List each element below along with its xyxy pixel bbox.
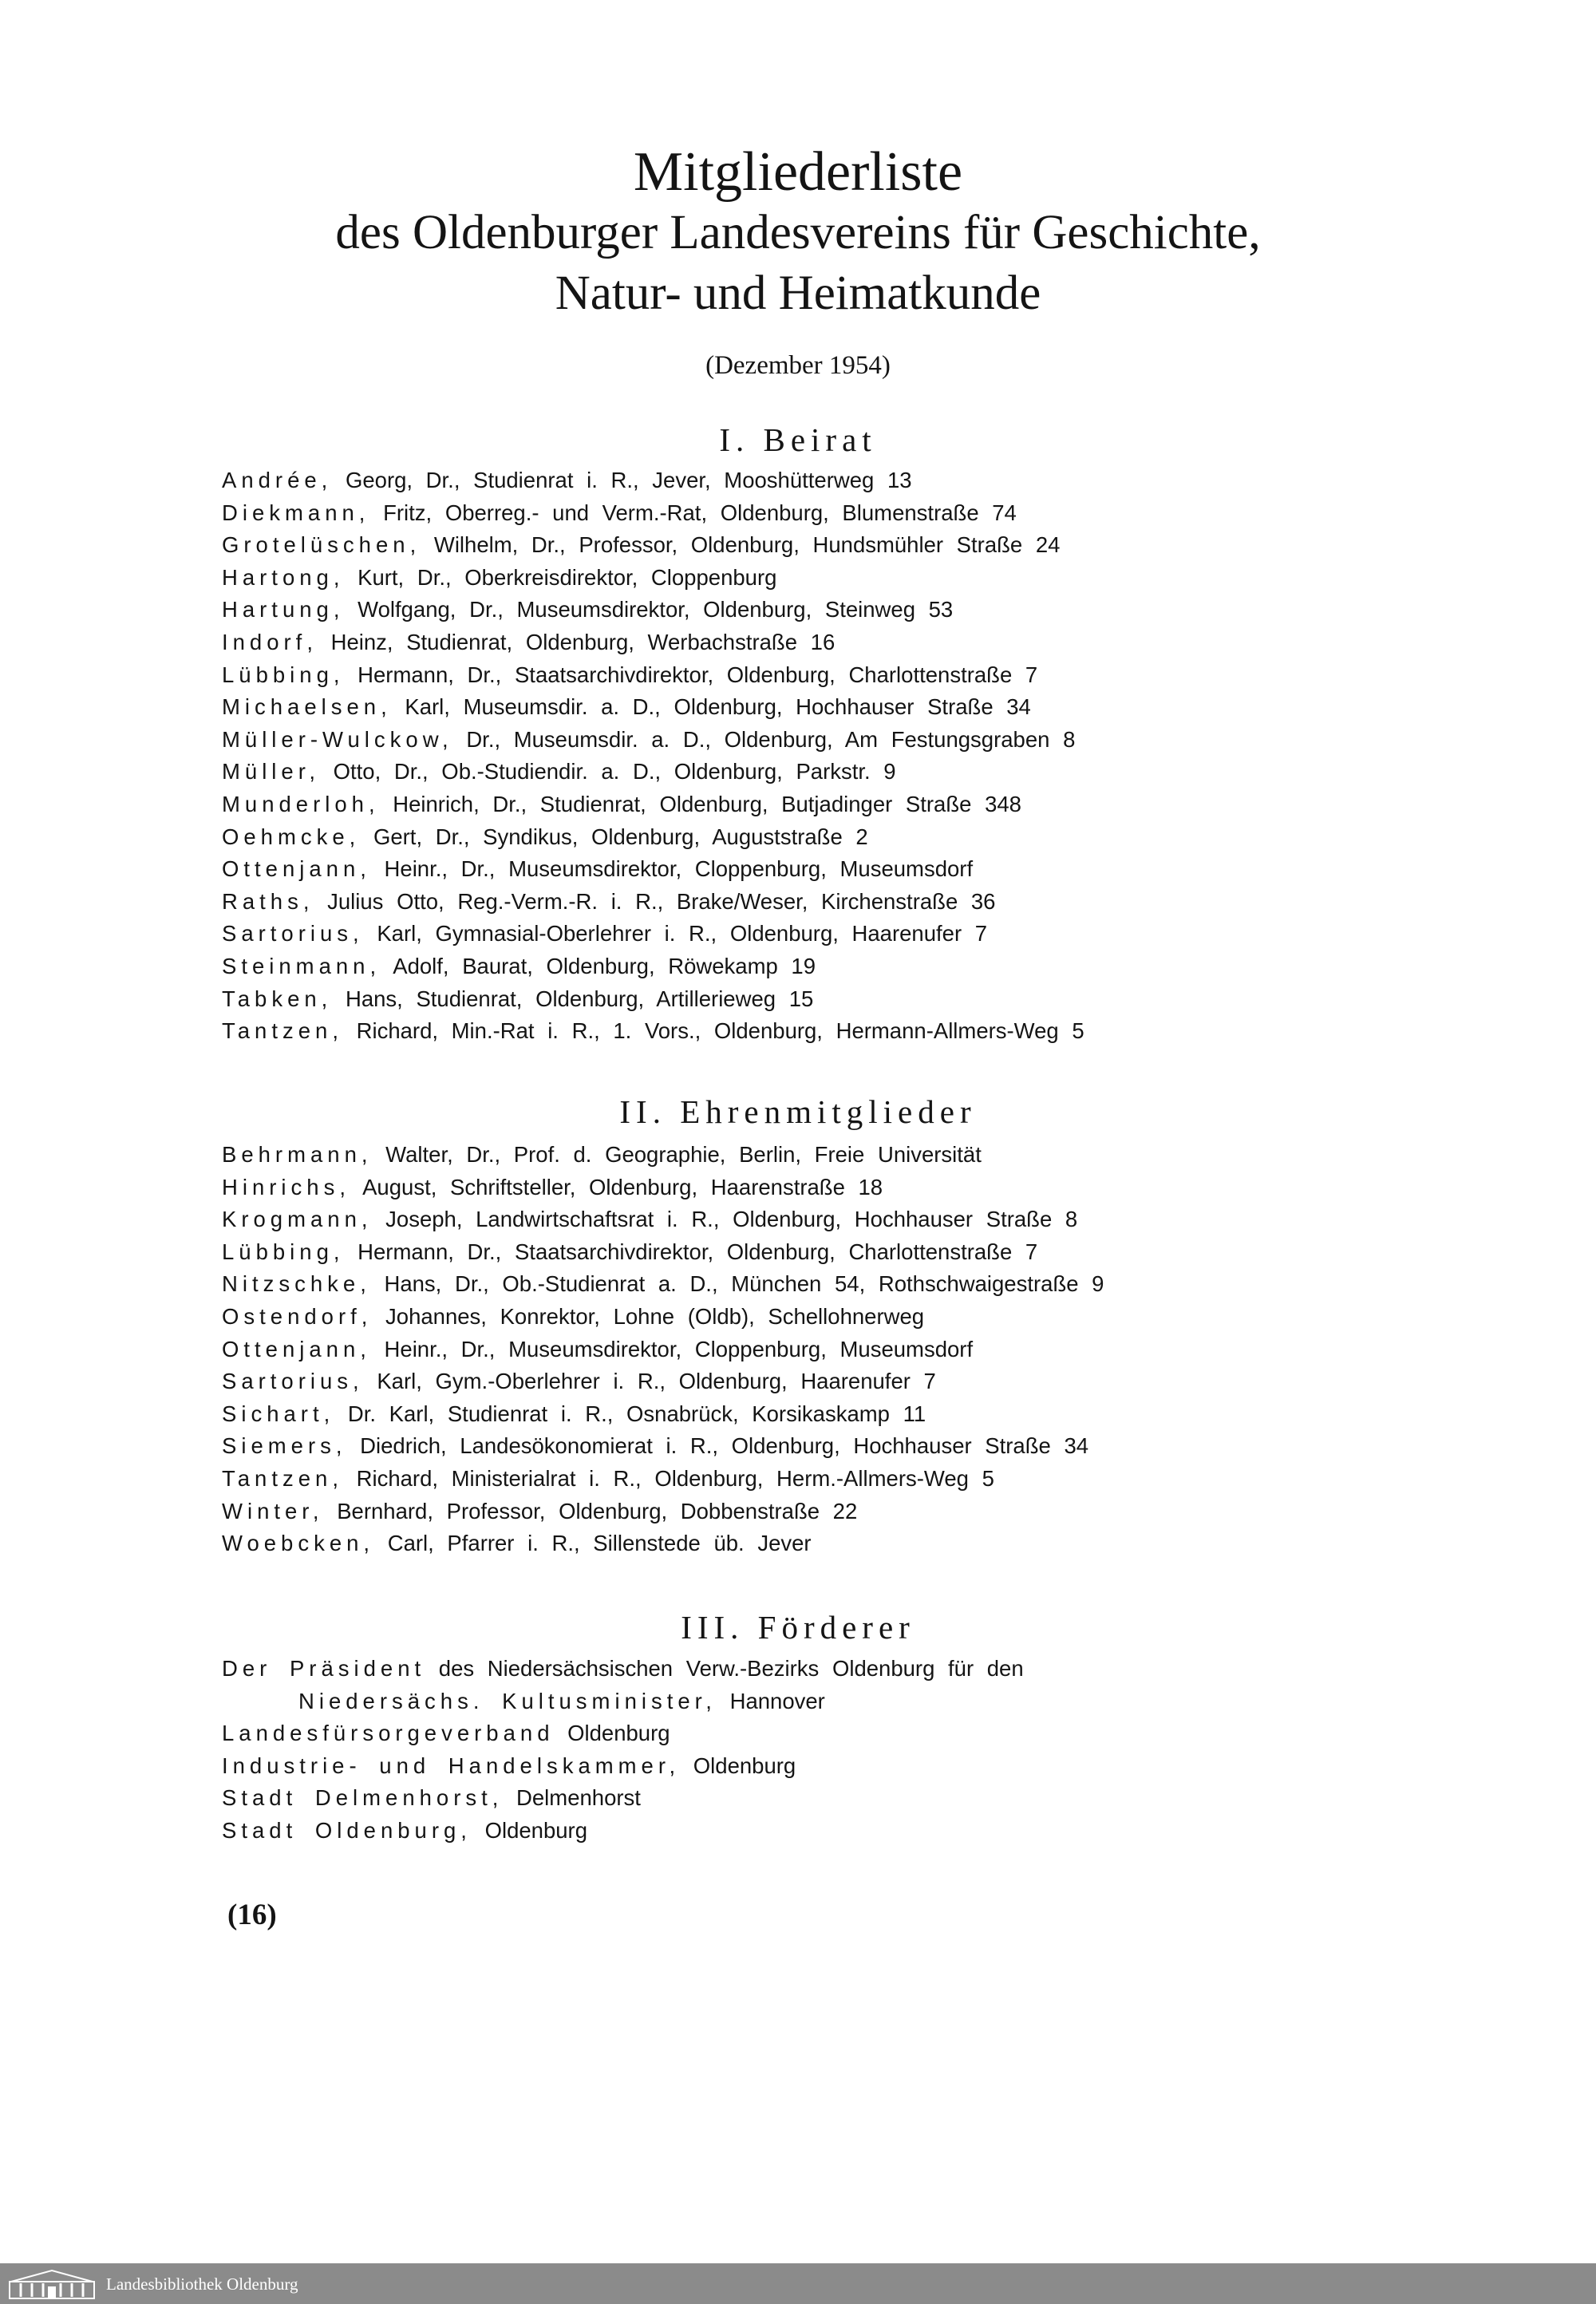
list-item <box>222 1430 1104 1463</box>
entry-details: Hermann, Dr., Staatsarchivdirektor, Oldenburg, Charlottenstraße 7 <box>358 662 1038 687</box>
list-item <box>222 1496 1104 1528</box>
entry-name: Stadt Delmenhorst, <box>222 1785 504 1811</box>
entry-name: Der Präsident <box>222 1656 426 1681</box>
entry-name: Grotelüschen, <box>222 532 421 558</box>
entry-details: Otto, Dr., Ob.-Studiendir. a. D., Oldenburg, Parkstr. 9 <box>333 759 896 784</box>
entry-details: Bernhard, Professor, Oldenburg, Dobbenstraße 22 <box>337 1498 858 1523</box>
list-item <box>222 1015 1084 1048</box>
entry-details: Richard, Min.-Rat i. R., 1. Vors., Oldenburg, Hermann-Allmers-Weg 5 <box>356 1018 1084 1044</box>
entry-name: Siemers, <box>222 1433 347 1459</box>
entry-name: Krogmann, <box>222 1207 373 1232</box>
entry-name: Ottenjann, <box>222 1336 371 1361</box>
entry-name: Tantzen, <box>222 1465 343 1491</box>
entry-details: Wilhelm, Dr., Professor, Oldenburg, Hundsmühler Straße 24 <box>433 532 1061 558</box>
entry-name: Müller, <box>222 759 320 784</box>
entry-details: Hannover <box>729 1688 825 1713</box>
list-item <box>222 1398 1104 1431</box>
entry-details: Georg, Dr., Studienrat i. R., Jever, Mooshütterweg 13 <box>345 468 912 492</box>
entry-details: Walter, Dr., Prof. d. Geographie, Berlin, Freie Universität <box>385 1142 982 1167</box>
subtitle-line-1: des Oldenburger Landesvereins für Geschichte, <box>335 206 1261 259</box>
entry-details: Wolfgang, Dr., Museumsdirektor, Oldenburg, Steinweg 53 <box>358 597 954 622</box>
entry-details: Karl, Museumsdir. a. D., Oldenburg, Hochhauser Straße 34 <box>405 694 1031 720</box>
list-item <box>222 918 1084 950</box>
entry-name: Diekmann, <box>222 500 370 525</box>
list-item <box>222 724 1084 757</box>
list-item <box>222 1268 1104 1301</box>
entry-details: Oldenburg <box>484 1817 587 1843</box>
entry-name: Nitzschke, <box>222 1271 371 1297</box>
entry-details: des Niedersächsischen Verw.-Bezirks Oldenburg für den <box>438 1656 1024 1681</box>
title-block <box>0 142 1596 381</box>
entry-name: Sartorius, <box>222 1369 364 1394</box>
section-heading-foerderer: III. Förderer <box>681 1609 915 1646</box>
list-item <box>222 594 1084 626</box>
page-title: Mitgliederliste <box>633 141 963 203</box>
entry-name: Hartong, <box>222 564 345 590</box>
list-item <box>222 756 1084 788</box>
list-item <box>222 626 1084 659</box>
entry-name: Behrmann, <box>222 1142 373 1167</box>
list-item <box>222 1815 1024 1848</box>
entry-details: Dr. Karl, Studienrat i. R., Osnabrück, Korsikaskamp 11 <box>347 1401 926 1426</box>
list-item <box>222 562 1084 595</box>
entry-details: Hans, Studienrat, Oldenburg, Artillerieweg 15 <box>345 986 814 1011</box>
entry-name: Müller-Wulckow, <box>222 726 453 752</box>
entry-details: Heinrich, Dr., Studienrat, Oldenburg, Butjadinger Straße 348 <box>393 791 1021 816</box>
entry-details: Carl, Pfarrer i. R., Sillenstede üb. Jever <box>387 1531 812 1556</box>
entry-name: Sartorius, <box>222 921 364 946</box>
entry-name: Andrée, <box>222 468 333 492</box>
entry-details: Gert, Dr., Syndikus, Oldenburg, Auguststraße 2 <box>373 824 868 849</box>
entry-name: Raths, <box>222 888 314 914</box>
entry-details: Fritz, Oberreg.- und Verm.-Rat, Oldenburg, Blumenstraße 74 <box>383 500 1017 525</box>
page-number: (16) <box>227 1899 277 1931</box>
list-item <box>222 497 1084 530</box>
entry-name: Hartung, <box>222 597 345 622</box>
list-item <box>222 1527 1104 1560</box>
list-item <box>222 1686 1024 1718</box>
entry-details: Karl, Gymnasial-Oberlehrer i. R., Oldenburg, Haarenufer 7 <box>377 921 988 946</box>
entry-name: Tabken, <box>222 986 333 1011</box>
entry-details: Oldenburg <box>567 1721 670 1746</box>
list-item <box>222 1301 1104 1334</box>
list-item <box>222 1334 1104 1366</box>
footer-library-name: Landesbibliothek Oldenburg <box>106 2274 298 2294</box>
entry-name: Ostendorf, <box>222 1303 373 1329</box>
entry-name: Tantzen, <box>222 1018 343 1044</box>
list-item <box>222 1717 1024 1750</box>
library-building-icon <box>8 2268 96 2300</box>
list-item <box>222 1782 1024 1815</box>
footer-bar <box>0 2263 1596 2304</box>
entry-name: Niedersächs. Kultusminister, <box>298 1688 717 1713</box>
section-heading-beirat: I. Beirat <box>719 421 877 458</box>
entry-details: Hans, Dr., Ob.-Studienrat a. D., München 54, Rothschwaigestraße 9 <box>384 1271 1104 1297</box>
date-line: (Dezember 1954) <box>705 351 891 380</box>
entry-name: Industrie- und Handelskammer, <box>222 1753 681 1778</box>
entry-name: Landesfürsorgeverband <box>222 1721 555 1746</box>
list-item <box>222 821 1084 854</box>
list-item <box>222 1463 1104 1496</box>
entry-details: Joseph, Landwirtschaftsrat i. R., Oldenburg, Hochhauser Straße 8 <box>385 1207 1078 1232</box>
entry-details: August, Schriftsteller, Oldenburg, Haarenstraße 18 <box>362 1174 883 1199</box>
entry-name: Steinmann, <box>222 953 381 978</box>
entry-details: Heinr., Dr., Museumsdirektor, Cloppenburg, Museumsdorf <box>384 1336 974 1361</box>
entry-name: Winter, <box>222 1498 324 1523</box>
list-item <box>222 886 1084 919</box>
entry-details: Richard, Ministerialrat i. R., Oldenburg, Herm.-Allmers-Weg 5 <box>356 1465 994 1491</box>
entry-name: Indorf, <box>222 629 318 654</box>
entry-name: Hinrichs, <box>222 1174 350 1199</box>
entry-details: Kurt, Dr., Oberkreisdirektor, Cloppenburg <box>358 564 777 590</box>
section-heading-ehrenmitglieder: II. Ehrenmitglieder <box>619 1093 977 1130</box>
list-item <box>222 464 1084 497</box>
list-item <box>222 1653 1024 1686</box>
member-list-ehrenmitglieder <box>222 1139 1104 1560</box>
entry-name: Woebcken, <box>222 1531 375 1556</box>
member-list-beirat <box>222 464 1084 1048</box>
list-item <box>222 983 1084 1016</box>
entry-name: Stadt Oldenburg, <box>222 1817 472 1843</box>
entry-details: Adolf, Baurat, Oldenburg, Röwekamp 19 <box>393 953 816 978</box>
entry-name: Lübbing, <box>222 662 345 687</box>
list-item <box>222 1750 1024 1783</box>
entry-name: Oehmcke, <box>222 824 361 849</box>
entry-details: Oldenburg <box>693 1753 796 1778</box>
entry-name: Lübbing, <box>222 1239 345 1264</box>
entry-details: Julius Otto, Reg.-Verm.-R. i. R., Brake/Weser, Kirchenstraße 36 <box>327 888 996 914</box>
entry-details: Dr., Museumsdir. a. D., Oldenburg, Am Festungsgraben 8 <box>466 726 1076 752</box>
entry-name: Ottenjann, <box>222 856 371 882</box>
list-item <box>222 1172 1104 1204</box>
list-item <box>222 788 1084 821</box>
member-list-foerderer <box>222 1653 1024 1848</box>
list-item <box>222 1236 1104 1269</box>
entry-name: Michaelsen, <box>222 694 392 720</box>
list-item <box>222 529 1084 562</box>
entry-name: Munderloh, <box>222 791 380 816</box>
entry-details: Diedrich, Landesökonomierat i. R., Oldenburg, Hochhauser Straße 34 <box>360 1433 1089 1459</box>
entry-details: Delmenhorst <box>516 1785 641 1811</box>
list-item <box>222 691 1084 724</box>
list-item <box>222 659 1084 692</box>
list-item <box>222 1139 1104 1172</box>
list-item <box>222 853 1084 886</box>
entry-details: Hermann, Dr., Staatsarchivdirektor, Oldenburg, Charlottenstraße 7 <box>358 1239 1038 1264</box>
entry-details: Johannes, Konrektor, Lohne (Oldb), Schellohnerweg <box>385 1303 925 1329</box>
entry-name: Sichart, <box>222 1401 335 1426</box>
list-item <box>222 1203 1104 1236</box>
entry-details: Karl, Gym.-Oberlehrer i. R., Oldenburg, Haarenufer 7 <box>377 1369 936 1394</box>
subtitle-line-2: Natur- und Heimatkunde <box>555 267 1041 320</box>
list-item <box>222 1365 1104 1398</box>
entry-details: Heinz, Studienrat, Oldenburg, Werbachstraße 16 <box>330 629 836 654</box>
list-item <box>222 950 1084 983</box>
entry-details: Heinr., Dr., Museumsdirektor, Cloppenburg, Museumsdorf <box>384 856 974 882</box>
